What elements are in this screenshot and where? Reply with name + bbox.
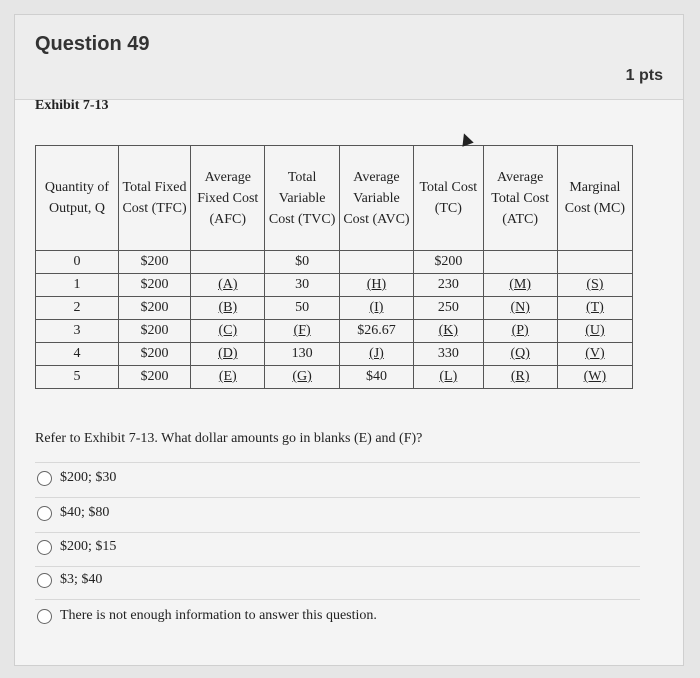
col-header-quantity: Quantity of Output, Q xyxy=(44,180,110,216)
radio-button-icon[interactable] xyxy=(37,573,52,588)
table-cell: 0 xyxy=(36,251,119,274)
table-cell: 230 xyxy=(414,274,483,297)
table-cell: $0 xyxy=(265,251,339,274)
table-cell: (D) xyxy=(191,343,265,366)
table-cell: (L) xyxy=(414,366,483,389)
table-cell: (C) xyxy=(191,320,265,343)
table-cell: $200 xyxy=(118,251,190,274)
option-divider xyxy=(35,497,640,498)
option-label: $200; $30 xyxy=(60,470,117,485)
table-row xyxy=(36,251,633,274)
table-cell: 4 xyxy=(36,343,119,366)
points-label: 1 pts xyxy=(625,67,663,84)
col-header-tvc: Total Variable Cost (TVC) xyxy=(265,146,339,251)
table-cell: (H) xyxy=(339,274,413,297)
exhibit-table xyxy=(35,145,633,389)
option-divider xyxy=(35,566,640,567)
table-cell: $200 xyxy=(414,251,483,274)
col-header-afc: Average Fixed Cost (AFC) xyxy=(191,146,265,251)
answer-option-5[interactable] xyxy=(37,608,637,624)
table-cell: $200 xyxy=(118,343,190,366)
option-label: $200; $15 xyxy=(60,539,117,554)
question-panel xyxy=(14,14,684,666)
table-cell: $40 xyxy=(339,366,413,389)
option-divider xyxy=(35,599,640,600)
table-cell: (B) xyxy=(191,297,265,320)
answer-option-2[interactable] xyxy=(37,505,637,521)
col-header-tc: Total Cost (TC) xyxy=(414,146,483,251)
table-cell xyxy=(557,251,632,274)
table-cell: 1 xyxy=(36,274,119,297)
table-cell: (F) xyxy=(265,320,339,343)
col-header-avc: Average Variable Cost (AVC) xyxy=(339,146,413,251)
table-cell: 250 xyxy=(414,297,483,320)
table-row xyxy=(36,366,633,389)
question-title: Question 49 xyxy=(35,33,150,55)
table-cell: 50 xyxy=(265,297,339,320)
table-cell: (K) xyxy=(414,320,483,343)
table-row xyxy=(36,274,633,297)
radio-button-icon[interactable] xyxy=(37,506,52,521)
table-cell: 2 xyxy=(36,297,119,320)
table-cell: (T) xyxy=(557,297,632,320)
exhibit-title: Exhibit 7-13 xyxy=(35,98,109,113)
table-cell: (U) xyxy=(557,320,632,343)
question-prompt: Refer to Exhibit 7-13. What dollar amounts go in blanks (E) and (F)? xyxy=(35,431,423,446)
table-cell: $200 xyxy=(118,297,190,320)
table-cell xyxy=(339,251,413,274)
col-header-tfc: Total Fixed Cost (TFC) xyxy=(118,146,190,251)
answer-option-3[interactable] xyxy=(37,539,637,555)
answer-option-1[interactable] xyxy=(37,470,637,486)
radio-button-icon[interactable] xyxy=(37,609,52,624)
option-label: $3; $40 xyxy=(60,572,103,587)
table-cell: (M) xyxy=(483,274,557,297)
table-cell: 30 xyxy=(265,274,339,297)
table-cell: $200 xyxy=(118,366,190,389)
table-cell: (N) xyxy=(483,297,557,320)
table-cell: (Q) xyxy=(483,343,557,366)
table-cell: (J) xyxy=(339,343,413,366)
table-cell: $200 xyxy=(118,320,190,343)
radio-button-icon[interactable] xyxy=(37,540,52,555)
table-row xyxy=(36,343,633,366)
table-cell: 5 xyxy=(36,366,119,389)
table-cell: (S) xyxy=(557,274,632,297)
table-row xyxy=(36,297,633,320)
table-cell: (W) xyxy=(557,366,632,389)
table-cell: (A) xyxy=(191,274,265,297)
table-cell: 3 xyxy=(36,320,119,343)
option-divider xyxy=(35,462,640,463)
option-label: There is not enough information to answer this question. xyxy=(60,608,377,623)
table-cell: (I) xyxy=(339,297,413,320)
table-cell: $26.67 xyxy=(339,320,413,343)
table-cell: (E) xyxy=(191,366,265,389)
col-header-atc: Average Total Cost (ATC) xyxy=(483,146,557,251)
table-cell: (V) xyxy=(557,343,632,366)
table-cell: (R) xyxy=(483,366,557,389)
answer-option-4[interactable] xyxy=(37,572,637,588)
option-divider xyxy=(35,532,640,533)
table-cell: $200 xyxy=(118,274,190,297)
table-cell xyxy=(191,251,265,274)
question-header xyxy=(15,15,683,100)
option-label: $40; $80 xyxy=(60,505,110,520)
table-cell: 330 xyxy=(414,343,483,366)
table-cell xyxy=(483,251,557,274)
table-cell: 130 xyxy=(265,343,339,366)
table-row xyxy=(36,320,633,343)
table-cell: (P) xyxy=(483,320,557,343)
col-header-mc: Marginal Cost (MC) xyxy=(557,146,632,251)
table-cell: (G) xyxy=(265,366,339,389)
table-header-row xyxy=(36,146,633,251)
radio-button-icon[interactable] xyxy=(37,471,52,486)
